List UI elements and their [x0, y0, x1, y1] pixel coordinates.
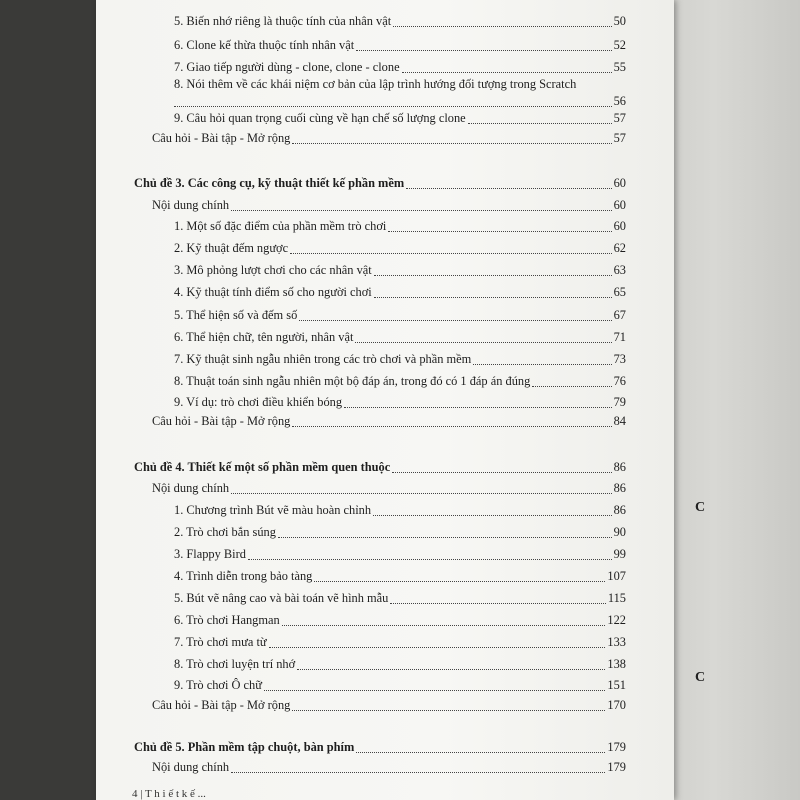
toc-chapter-row [96, 460, 674, 476]
adjacent-page [655, 0, 800, 800]
toc-page-number: 52 [613, 38, 626, 52]
toc-entry-title: Chủ đề 3. Các công cụ, kỹ thuật thiết kế phần mềm [134, 176, 405, 190]
toc-section-row [96, 414, 674, 430]
toc-item-row [96, 635, 674, 651]
toc-leader-dots [174, 106, 612, 107]
toc-entry-title: 5. Bút vẽ nâng cao và bài toán vẽ hình mẫu [174, 591, 389, 605]
toc-item-row [96, 569, 674, 585]
toc-item-row [96, 308, 674, 324]
toc-entry-title: 8. Thuật toán sinh ngẫu nhiên một bộ đáp án, trong đó có 1 đáp án đúng [174, 374, 531, 388]
toc-item-row [96, 503, 674, 519]
toc-page-number: 86 [613, 503, 626, 517]
toc-item-row [96, 591, 674, 607]
toc-page-number: 86 [613, 481, 626, 495]
toc-entry-title: Câu hỏi - Bài tập - Mở rộng [152, 698, 291, 712]
toc-page-number: 90 [613, 525, 626, 539]
toc-item-row [96, 241, 674, 257]
toc-item-row [96, 38, 674, 54]
toc-chapter-row [96, 176, 674, 192]
toc-item-row [96, 374, 674, 390]
toc-page-number: 79 [613, 395, 626, 409]
toc-entry-title: 2. Kỹ thuật đếm ngược [174, 241, 289, 255]
toc-leader-dots [299, 320, 611, 321]
toc-page-number: 179 [607, 740, 626, 754]
toc-leader-dots [393, 26, 611, 27]
toc-item-row [96, 330, 674, 346]
toc-leader-dots [264, 690, 605, 691]
toc-page-number: 115 [607, 591, 626, 605]
toc-leader-dots [402, 72, 612, 73]
toc-entry-title: 5. Biến nhớ riêng là thuộc tính của nhân vật [174, 14, 392, 28]
toc-entry-title: 7. Giao tiếp người dùng - clone, clone - clone [174, 60, 400, 74]
toc-page-number: 63 [613, 263, 626, 277]
toc-page-number: 151 [607, 678, 626, 692]
toc-entry-title: 9. Câu hỏi quan trọng cuối cùng về hạn chế số lượng clone [174, 111, 466, 125]
toc-page-number: 179 [607, 760, 626, 774]
toc-leader-dots [282, 625, 606, 626]
toc-entry-title: 9. Ví dụ: trò chơi điều khiển bóng [174, 395, 343, 409]
toc-page-number: 67 [613, 308, 626, 322]
toc-page-number: 57 [613, 111, 626, 125]
toc-page-number: 60 [613, 198, 626, 212]
toc-leader-dots [231, 210, 612, 211]
toc-leader-dots [355, 342, 611, 343]
toc-item-row [96, 263, 674, 279]
toc-page-number: 60 [613, 219, 626, 233]
toc-entry-title: 6. Trò chơi Hangman [174, 613, 280, 627]
toc-page-number: 99 [613, 547, 626, 561]
toc-leader-dots [390, 603, 605, 604]
toc-entry-title: Chủ đề 5. Phần mềm tập chuột, bàn phím [134, 740, 355, 754]
toc-entry-title: 3. Flappy Bird [174, 547, 246, 561]
toc-item-row [96, 613, 674, 629]
toc-entry-title: Câu hỏi - Bài tập - Mở rộng [152, 414, 291, 428]
toc-leader-dots [468, 123, 612, 124]
toc-entry-title: Chủ đề 4. Thiết kế một số phần mềm quen thuộc [134, 460, 391, 474]
toc-entry-title: Nội dung chính [152, 198, 230, 212]
toc-page-number: 56 [613, 94, 626, 108]
toc-entry-title: 7. Kỹ thuật sinh ngẫu nhiên trong các trò chơi và phần mềm [174, 352, 472, 366]
toc-section-row [96, 481, 674, 497]
toc-item-row [96, 77, 674, 109]
toc-page-number: 73 [613, 352, 626, 366]
side-letter: C [695, 670, 706, 685]
toc-entry-title: 4. Kỹ thuật tính điểm số cho người chơi [174, 285, 372, 299]
toc-leader-dots [532, 386, 611, 387]
toc-page-number: 50 [613, 14, 626, 28]
toc-item-row [96, 60, 674, 76]
toc-item-row [96, 14, 674, 30]
toc-page-number: 133 [607, 635, 626, 649]
toc-entry-title: 3. Mô phỏng lượt chơi cho các nhân vật [174, 263, 372, 277]
toc-item-row [96, 525, 674, 541]
toc-entry-title: 9. Trò chơi Ô chữ [174, 678, 262, 692]
toc-leader-dots [231, 493, 612, 494]
toc-item-row [96, 219, 674, 235]
toc-page-number: 107 [607, 569, 626, 583]
toc-page-number: 86 [613, 460, 626, 474]
toc-item-row [96, 395, 674, 411]
side-letter: C [695, 500, 706, 515]
toc-entry-title: 2. Trò chơi bắn súng [174, 525, 276, 539]
book-page [96, 0, 674, 800]
toc-entry-title: 8. Trò chơi luyện trí nhớ [174, 657, 296, 671]
toc-page-number: 55 [613, 60, 626, 74]
toc-item-row [96, 111, 674, 127]
toc-leader-dots [374, 297, 612, 298]
toc-entry-title: Câu hỏi - Bài tập - Mở rộng [152, 131, 291, 145]
toc-entry-title: 7. Trò chơi mưa từ [174, 635, 267, 649]
toc-entry-title: 5. Thể hiện số và đếm số [174, 308, 298, 322]
toc-entry-title: Nội dung chính [152, 481, 230, 495]
toc-entry-title: 6. Clone kế thừa thuộc tính nhân vật [174, 38, 355, 52]
toc-page-number: 76 [613, 374, 626, 388]
toc-page-number: 71 [613, 330, 626, 344]
toc-leader-dots [406, 188, 611, 189]
toc-page-number: 60 [613, 176, 626, 190]
toc-leader-dots [248, 559, 612, 560]
toc-item-row [96, 547, 674, 563]
toc-item-row [96, 678, 674, 694]
toc-section-row [96, 198, 674, 214]
toc-leader-dots [473, 364, 611, 365]
toc-leader-dots [290, 253, 612, 254]
toc-item-row [96, 285, 674, 301]
toc-leader-dots [297, 669, 605, 670]
toc-leader-dots [356, 50, 611, 51]
toc-entry-title: 1. Chương trình Bút vẽ màu hoàn chỉnh [174, 503, 372, 517]
toc-leader-dots [269, 647, 606, 648]
toc-leader-dots [373, 515, 612, 516]
toc-section-row [96, 698, 674, 714]
toc-page-number: 84 [613, 414, 626, 428]
toc-entry-title: 1. Một số đặc điểm của phần mềm trò chơi [174, 219, 387, 233]
toc-leader-dots [231, 772, 605, 773]
toc-page-number: 170 [607, 698, 626, 712]
toc-leader-dots [292, 143, 611, 144]
toc-section-row [96, 131, 674, 147]
toc-item-row [96, 352, 674, 368]
table-of-contents [96, 0, 674, 800]
toc-page-number: 57 [613, 131, 626, 145]
toc-entry-title: 6. Thể hiện chữ, tên người, nhân vật [174, 330, 354, 344]
toc-leader-dots [292, 710, 605, 711]
toc-page-number: 138 [607, 657, 626, 671]
toc-item-row [96, 657, 674, 673]
toc-page-number: 122 [607, 613, 626, 627]
toc-entry-title: 8. Nói thêm về các khái niệm cơ bản của lập trình hướng đối tượng trong Scratch [174, 77, 577, 91]
toc-leader-dots [344, 407, 612, 408]
toc-page-number: 62 [613, 241, 626, 255]
toc-leader-dots [314, 581, 605, 582]
toc-leader-dots [292, 426, 611, 427]
toc-chapter-row [96, 740, 674, 756]
page-footer: 4 | T h i ế t k ế ... [132, 788, 206, 800]
toc-entry-title: 4. Trình diễn trong bảo tàng [174, 569, 313, 583]
toc-leader-dots [356, 752, 605, 753]
toc-section-row [96, 760, 674, 776]
toc-leader-dots [388, 231, 611, 232]
toc-entry-title: Nội dung chính [152, 760, 230, 774]
toc-leader-dots [278, 537, 612, 538]
toc-leader-dots [374, 275, 612, 276]
toc-leader-dots [392, 472, 611, 473]
toc-page-number: 65 [613, 285, 626, 299]
